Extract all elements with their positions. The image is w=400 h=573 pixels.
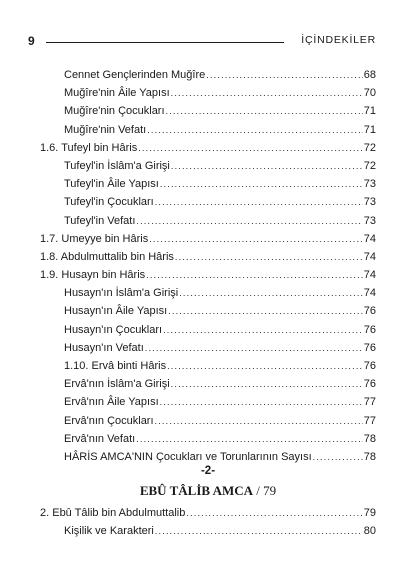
toc-entry-title: Tufeyl'in Âile Yapısı [64,178,159,191]
dot-leader [206,66,363,84]
toc-entry [40,430,376,448]
toc-entry-page: 79 [363,507,376,519]
toc-entry-title: Muğîre'nin Vefatı [64,123,147,136]
toc-entry-page: 68 [363,69,376,81]
toc-entry-title: HÂRİS AMCA'NIN Çocukları ve Torunlarının Sayısı [64,450,312,463]
toc-entry [40,230,376,248]
toc-entry-title: Husayn'ın Vefatı [64,341,144,354]
toc-entry-title: Tufeyl'in Çocukları [64,196,154,209]
toc-entry [40,66,376,84]
section-number: -2- [200,465,216,477]
toc-entry-title: Muğîre'nin Çocukları [64,105,165,118]
toc-entry-page: 80 [363,525,376,538]
toc-entry-title: 1.8. Abdulmuttalib bin Hâris [40,250,174,263]
dot-leader [155,522,363,540]
running-title: İÇİNDEKİLER [301,34,376,46]
dot-leader [163,321,363,339]
toc-entry-title: Kişilik ve Karakteri [64,525,154,538]
section-title-text: EBÛ TÂLİB AMCA [139,483,254,498]
toc-entry [40,212,376,230]
toc-entry [40,284,376,302]
toc-entry [40,357,376,375]
toc-entry-page: 76 [363,341,376,354]
dot-leader [175,248,363,266]
section-heading [40,462,376,502]
toc-entry-title: 2. Ebû Tâlib bin Abdulmuttalib [40,507,186,519]
dot-leader [186,504,362,522]
toc-entry-title: Ervâ'nın Âile Yapısı [64,396,159,409]
dot-leader [166,102,363,120]
toc-entry-page: 74 [363,269,376,282]
page-number: 9 [28,34,36,48]
toc-entry [40,504,376,522]
toc-entry-title: 1.6. Tufeyl bin Hâris [40,141,138,154]
section-title [40,480,376,502]
toc-entry-title: Husayn'ın Çocukları [64,323,163,336]
toc-entry-title: Ervâ'nın Vefatı [64,432,136,445]
dot-leader [168,302,363,320]
toc-entry [40,339,376,357]
dot-leader [171,157,363,175]
toc-entry-page: 73 [363,196,376,209]
dot-leader [160,175,363,193]
toc-entry-page: 71 [363,105,376,118]
toc-entry-page: 76 [363,323,376,336]
toc-entry [40,412,376,430]
dot-leader [179,284,363,302]
toc-entry [40,522,376,540]
toc-entry [40,375,376,393]
toc-entry [40,84,376,102]
toc-entry [40,102,376,120]
toc-entry-page: 72 [363,159,376,172]
toc-entry-page: 77 [363,396,376,409]
dot-leader [147,121,363,139]
header-rule [46,42,284,43]
dot-leader [146,266,363,284]
toc-entry-title: Muğîre'nin Âile Yapısı [64,87,170,100]
toc-entry-page: 78 [363,450,376,463]
toc-list-2 [40,504,376,540]
dot-leader [155,412,363,430]
dot-leader [138,139,363,157]
toc-entry-title: Husayn'ın İslâm'a Girişi [64,287,179,300]
toc-entry-page: 73 [363,178,376,191]
toc-entry-page: 73 [363,214,376,227]
toc-entry-page: 71 [363,123,376,136]
dot-leader [167,357,363,375]
toc-entry-page: 74 [363,250,376,263]
toc-entry-title: 1.10. Ervâ binti Hâris [64,360,167,372]
dot-leader [145,339,363,357]
toc-entry-page: 70 [363,87,376,100]
toc-entry-page: 74 [363,287,376,300]
toc-entry [40,302,376,320]
toc-entry-page: 77 [363,414,376,427]
toc-entry-title: 1.9. Husayn bin Hâris [40,269,146,282]
toc-entry-page: 74 [363,232,376,245]
toc-entry [40,393,376,411]
toc-entry [40,248,376,266]
toc-entry [40,266,376,284]
toc-list [40,66,376,466]
toc-entry [40,175,376,193]
toc-entry-page: 76 [363,305,376,318]
toc-entry-title: Husayn'ın Âile Yapısı [64,305,168,318]
running-header [28,34,376,50]
toc-entry-page: 78 [363,432,376,445]
dot-leader [136,212,362,230]
toc-entry-title: Ervâ'nın Çocukları [64,414,154,427]
toc-entry-title: 1.7. Umeyye bin Hâris [40,232,149,245]
toc-entry-page: 76 [363,378,376,391]
section-page: / 79 [256,483,277,498]
toc-entry [40,157,376,175]
toc-entry-title: Tufeyl'in Vefatı [64,214,136,227]
toc-entry-title: Ervâ'nın İslâm'a Girişi [64,378,170,391]
dot-leader [171,375,363,393]
dot-leader [136,430,363,448]
toc-entry [40,139,376,157]
toc-entry [40,321,376,339]
dot-leader [149,230,363,248]
toc-entry-page: 76 [363,360,376,372]
toc-entry-title: Cennet Gençlerinden Muğîre [64,69,206,81]
dot-leader [160,393,363,411]
toc-entry-title: Tufeyl'in İslâm'a Girişi [64,159,170,172]
dot-leader [155,193,363,211]
toc-entry [40,121,376,139]
toc-entry [40,193,376,211]
dot-leader [171,84,363,102]
toc-entry-page: 72 [363,141,376,154]
